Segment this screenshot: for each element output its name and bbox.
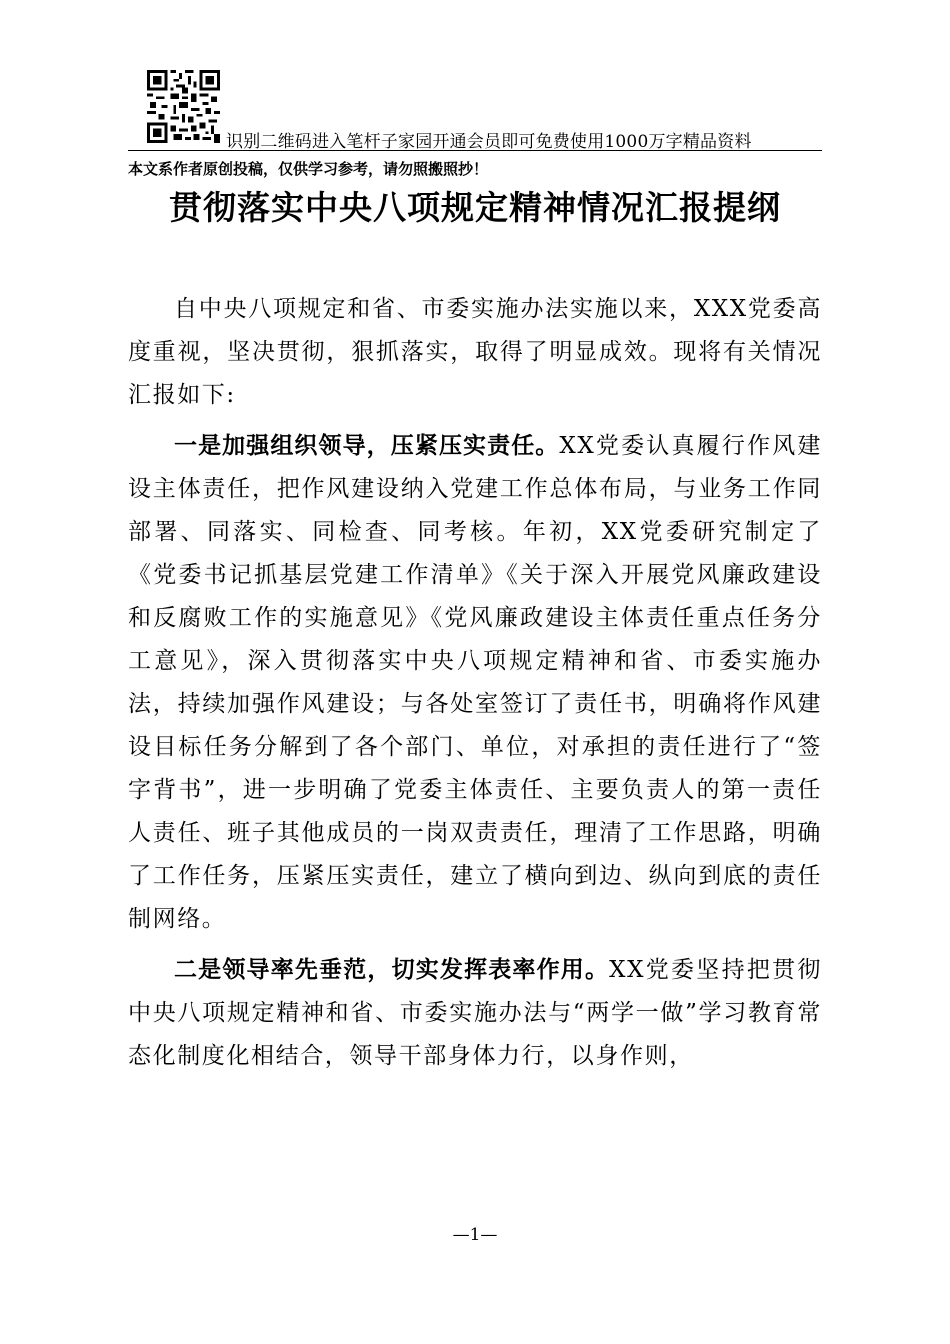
header-notice: 识别二维码进入笔杆子家园开通会员即可免费使用1000万字精品资料: [226, 132, 752, 152]
document-title: 贯彻落实中央八项规定精神情况汇报提纲: [169, 188, 781, 227]
header-divider: [128, 150, 822, 151]
paragraph-lead: 二是领导率先垂范，切实发挥表率作用。: [174, 957, 610, 983]
paragraph-2: [128, 949, 822, 1078]
paragraph-1: [128, 425, 822, 941]
paragraph-text: 自中央八项规定和省、市委实施办法实施以来，XXX党委高度重视，坚决贯彻，狠抓落实，取得了明显成效。现将有关情况汇报如下:: [128, 296, 822, 408]
paragraph-text: XX党委坚持把贯彻中央八项规定精神和省、市委实施办法与“两学一做”学习教育常态化制度化相结合，领导干部身体力行，以身作则，: [128, 957, 823, 1069]
paragraph-intro: [128, 288, 822, 417]
paragraph-lead: 一是加强组织领导，压紧压实责任。: [174, 433, 560, 459]
page-number: —1—: [452, 1225, 498, 1245]
qr-code-icon: [147, 70, 220, 143]
document-body: [128, 288, 822, 1086]
disclaimer: 本文系作者原创投稿，仅供学习参考，请勿照搬照抄！: [128, 160, 489, 178]
paragraph-text: XX党委认真履行作风建设主体责任，把作风建设纳入党建工作总体布局，与业务工作同部署、同落实、同检查、同考核。年初，XX党委研究制定了《党委书记抓基层党建工作清单》《关于深入开展党风廉政建设和反腐败工作的实施意见》《党风廉政建设主体责任重点任务分工意见》，深入贯彻落实中央八项规定精神和省、市委实施办法，持续加强作风建设；与各处室签订了责任书，明确将作风建设目标任务分解到了各个部门、单位，对承担的责任进行了“签字背书”，进一步明确了党委主体责任、主要负责人的第一责任人责任、班子其他成员的一岗双责责任，理清了工作思路，明确了工作任务，压紧压实责任，建立了横向到边、纵向到底的责任制网络。: [128, 433, 822, 932]
